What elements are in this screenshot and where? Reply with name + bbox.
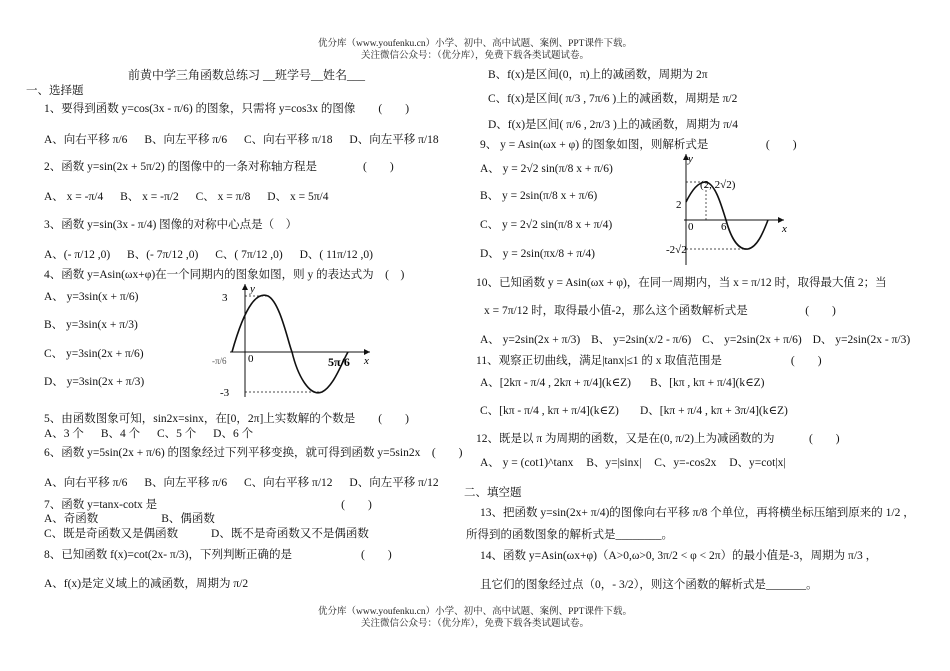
- question-3-options: [44, 248, 387, 262]
- question-12-options: [480, 456, 786, 470]
- q9-option-a: A、 y = 2√2 sin(π/8 x + π/6): [480, 163, 613, 175]
- header-line-1: 优分库（www.youfenku.cn）小学、初中、高中试题、案例、PPT课件下载。: [318, 39, 632, 49]
- graph-q4-curve: [232, 295, 348, 393]
- q11-option-c: C、[kπ - π/4 , kπ + π/4](k∈Z): [480, 405, 619, 417]
- q10-option-d: D、 y=2sin(2x - π/3): [812, 334, 911, 346]
- graph-q9-peak-label: (2, 2√2): [700, 179, 736, 191]
- question-13-line-2: 所得到的函数图象的解析式是________。: [466, 529, 673, 541]
- question-10-line-2: x = 7π/12 时，取得最小值-2，那么这个函数解析式是 ( ): [484, 305, 836, 317]
- q8-option-b: B、f(x)是区间(0，π)上的减函数，周期为 2π: [488, 69, 708, 81]
- q3-option-a: A、(- π/12 ,0): [44, 249, 111, 261]
- q3-option-c: C、( 7π/12 ,0): [215, 249, 283, 261]
- section-choice-heading: 一、选择题: [26, 85, 84, 97]
- q4-option-a: A、 y=3sin(x + π/6): [44, 291, 139, 303]
- question-12: 12、既是以 π 为周期的函数，又是在(0, π/2)上为减函数的为 ( ): [476, 433, 840, 445]
- question-14-line-1: 14、函数 y=Asin(ωx+φ)（A>0,ω>0, 3π/2 < φ < 2π）的最小值是-3，周期为 π/3 ，: [480, 550, 878, 562]
- q6-option-a: A、向右平移 π/6: [44, 477, 128, 489]
- graph-q4-ymax: 3: [222, 292, 228, 304]
- q3-option-b: B、(- 7π/12 ,0): [127, 249, 199, 261]
- graph-q9-xlabel: x: [782, 223, 787, 235]
- graph-q9-ylabel: y: [688, 153, 693, 165]
- graph-q4-xlabel: x: [364, 355, 369, 367]
- q4-option-b: B、 y=3sin(x + π/3): [44, 319, 138, 331]
- q12-option-a: A、 y = (cot1)^tanx: [480, 457, 574, 469]
- q10-option-c: C、 y=2sin(2x + π/6): [702, 334, 802, 346]
- q1-option-a: A、向右平移 π/6: [44, 134, 128, 146]
- q1-option-b: B、向左平移 π/6: [144, 134, 228, 146]
- graph-q4-origin: 0: [248, 353, 254, 365]
- graph-q4-ymin: -3: [220, 387, 230, 399]
- graph-q9-origin: 0: [688, 221, 694, 233]
- q10-option-b: B、 y=2sin(x/2 - π/6): [591, 334, 692, 346]
- q9-option-d: D、 y = 2sin(πx/8 + π/4): [480, 248, 595, 260]
- q1-option-c: C、向右平移 π/18: [243, 134, 333, 146]
- q11-option-b: B、[kπ , kπ + π/4](k∈Z): [650, 377, 765, 389]
- question-5-options: [44, 427, 267, 441]
- question-4: 4、函数 y=Asin(ωx+φ)在一个同期内的图象如图，则 y 的表达式为 ( ): [44, 269, 405, 281]
- q6-option-c: C、向右平移 π/12: [243, 477, 333, 489]
- question-5: 5、由函数图象可知，sin2x=sinx，在[0，2π]上实数解的个数是 ( ): [44, 413, 409, 425]
- page-title: 前黄中学三角函数总练习 __班学号__姓名___: [128, 68, 366, 82]
- question-1-options: [44, 133, 453, 147]
- footer-line-2: 关注微信公众号：（优分库），免费下载各类试题试卷。: [360, 619, 589, 629]
- graph-q4-xright: 5π/6: [328, 355, 350, 369]
- graph-q9: [666, 150, 796, 268]
- question-1: 1、要得到函数 y=cos(3x - π/6) 的图象，只需将 y=cos3x 的图像 ( ): [44, 103, 410, 115]
- question-13-line-1: 13、把函数 y=sin(2x+ π/4)的图像向右平移 π/8 个单位，再将横坐标压缩到原来的 1/2 ，: [480, 507, 915, 519]
- question-2-options: [44, 190, 342, 204]
- question-8: 8、已知函数 f(x)=cot(2x- π/3)，下列判断正确的是 ( ): [44, 549, 392, 561]
- question-2: 2、函数 y=sin(2x + 5π/2) 的图像中的一条对称轴方程是 ( ): [44, 161, 394, 173]
- question-7-options-ab: [44, 512, 229, 526]
- q5-option-d: D、6 个: [213, 428, 254, 440]
- header-line-2: 关注微信公众号：（优分库），免费下载各类试题试卷。: [360, 51, 589, 61]
- question-6-options: [44, 476, 453, 490]
- q9-option-b: B、 y = 2sin(π/8 x + π/6): [480, 190, 598, 202]
- question-3: 3、函数 y=sin(3x - π/4) 图像的对称中心点是（ ）: [44, 219, 298, 231]
- q7-option-c: C、既是奇函数又是偶函数: [44, 528, 179, 540]
- q10-option-a: A、 y=2sin(2x + π/3): [480, 334, 581, 346]
- q1-option-d: D、向左平移 π/18: [349, 134, 439, 146]
- question-6: 6、函数 y=5sin(2x + π/6) 的图象经过下列平移变换，就可得到函数 y=5sin2x ( ): [44, 447, 463, 459]
- q3-option-d: D、( 11π/12 ,0): [299, 249, 373, 261]
- graph-q4-ylabel: y: [250, 283, 255, 295]
- q2-option-c: C、 x = π/8: [195, 191, 251, 203]
- graph-q4-y-arrow: [242, 284, 248, 290]
- q11-option-d: D、[kπ + π/4 , kπ + 3π/4](k∈Z): [640, 405, 788, 417]
- q12-option-b: B、y=|sinx|: [586, 457, 642, 469]
- q4-option-c: C、 y=3sin(2x + π/6): [44, 348, 144, 360]
- q5-option-c: C、5 个: [156, 428, 197, 440]
- graph-q4: [210, 282, 380, 402]
- section-fill-heading: 二、填空题: [464, 487, 522, 499]
- question-10-options: [480, 333, 910, 347]
- q8-option-a: A、f(x)是定义域上的减函数，周期为 π/2: [44, 578, 249, 590]
- q7-option-a: A、奇函数: [44, 513, 99, 525]
- graph-q9-curve: [686, 182, 768, 249]
- q6-option-d: D、向左平移 π/12: [349, 477, 439, 489]
- graph-q4-xleft: -π/6: [212, 356, 227, 366]
- graph-q9-ymax: 2: [676, 199, 682, 211]
- q5-option-b: B、4 个: [100, 428, 141, 440]
- q7-option-b: B、偶函数: [161, 513, 215, 525]
- q8-option-d: D、f(x)是区间( π/6 , 2π/3 )上的减函数，周期为 π/4: [488, 119, 738, 131]
- q12-option-d: D、y=cot|x|: [729, 457, 786, 469]
- q9-option-c: C、 y = 2√2 sin(π/8 x + π/4): [480, 219, 613, 231]
- question-10-line-1: 10、已知函数 y = Asin(ωx + φ)，在同一周期内，当 x = π/12 时，取得最大值 2；当: [476, 277, 887, 289]
- q4-option-d: D、 y=3sin(2x + π/3): [44, 376, 145, 388]
- q7-option-d: D、既不是奇函数又不是偶函数: [211, 528, 369, 540]
- q12-option-c: C、y=-cos2x: [654, 457, 717, 469]
- q2-option-b: B、 x = -π/2: [120, 191, 179, 203]
- graph-q9-x6: 6: [721, 221, 727, 233]
- question-7: 7、函数 y=tanx-cotx 是 ( ): [44, 499, 372, 511]
- question-11: 11、观察正切曲线，满足|tanx|≤1 的 x 取值范围是 ( ): [476, 355, 822, 367]
- q5-option-a: A、3 个: [44, 428, 84, 440]
- q2-option-d: D、 x = 5π/4: [267, 191, 329, 203]
- question-7-options-cd: [44, 527, 383, 541]
- q2-option-a: A、 x = -π/4: [44, 191, 104, 203]
- question-9: 9、 y = Asin(ωx + φ) 的图象如图，则解析式是 ( ): [480, 139, 797, 151]
- question-14-line-2: 且它们的图象经过点（0，- 3/2），则这个函数的解析式是_______。: [480, 579, 818, 591]
- graph-q9-ymin: -2√2: [666, 244, 687, 256]
- q6-option-b: B、向左平移 π/6: [144, 477, 228, 489]
- footer-line-1: 优分库（www.youfenku.cn）小学、初中、高中试题、案例、PPT课件下载。: [318, 607, 632, 617]
- q11-option-a: A、[2kπ - π/4 , 2kπ + π/4](k∈Z): [480, 377, 631, 389]
- q8-option-c: C、f(x)是区间( π/3 , 7π/6 )上的减函数，周期是 π/2: [488, 93, 738, 105]
